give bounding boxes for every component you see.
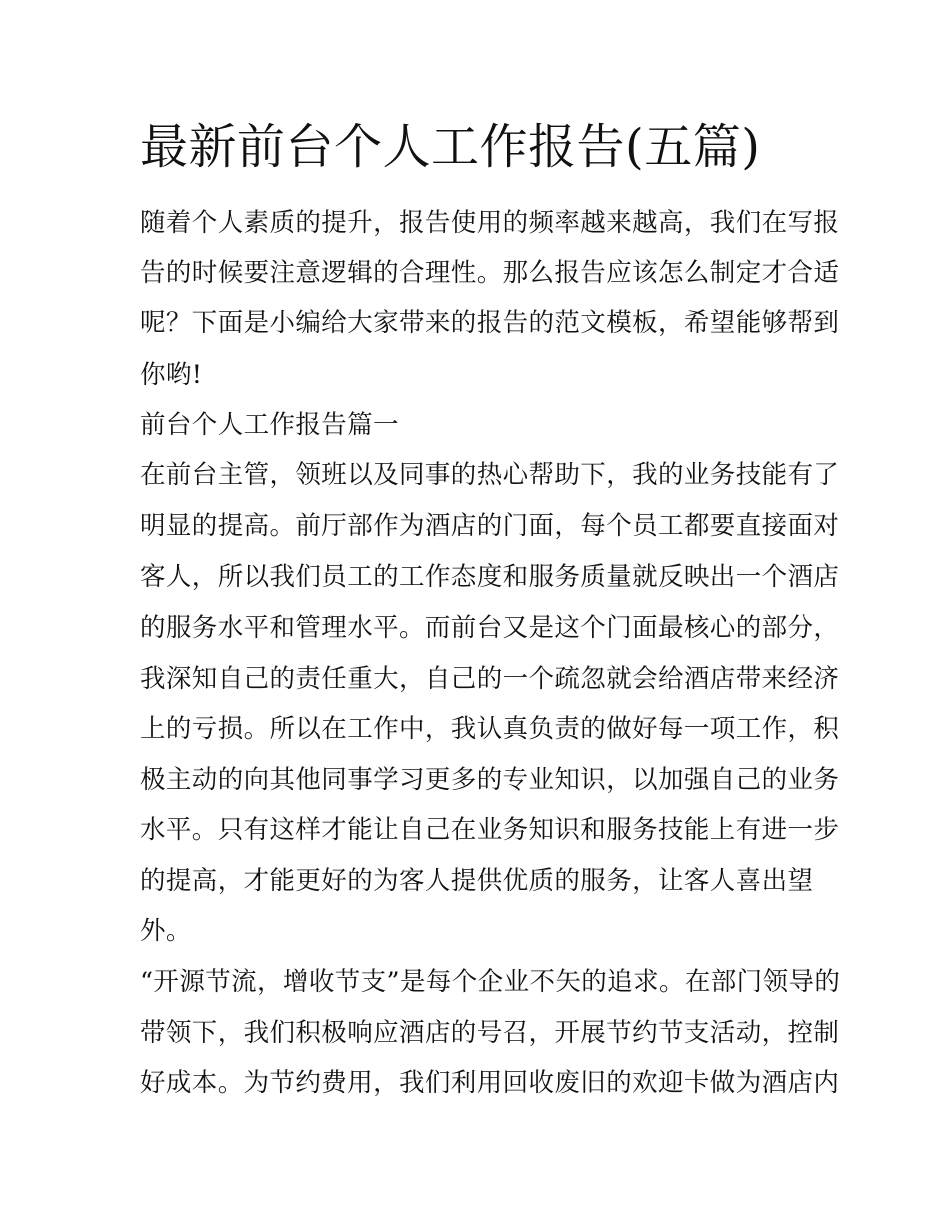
text-line: 外。 [140, 916, 192, 946]
text-line: 的服务水平和管理水平。而前台又是这个门面最核心的部分， [140, 613, 840, 643]
text-line: 客人，所以我们员工的工作态度和服务质量就反映出一个酒店 [140, 562, 840, 592]
document-title: 最新前台个人工作报告(五篇) [140, 119, 761, 175]
text-line: 在前台主管，领班以及同事的热心帮助下，我的业务技能有了 [140, 460, 840, 490]
text-line: 明显的提高。前厅部作为酒店的门面，每个员工都要直接面对 [140, 511, 840, 541]
text-line: 告的时候要注意逻辑的合理性。那么报告应该怎么制定才合适 [140, 258, 840, 288]
text-line: 的提高，才能更好的为客人提供优质的服务，让客人喜出望 [140, 866, 814, 896]
text-line: 上的亏损。所以在工作中，我认真负责的做好每一项工作，积 [140, 714, 840, 744]
text-line: 带领下，我们积极响应酒店的号召，开展节约节支活动，控制 [140, 1018, 840, 1048]
text-line: 水平。只有这样才能让自己在业务知识和服务技能上有进一步 [140, 815, 840, 845]
text-line: 你哟! [140, 360, 203, 390]
text-line: 好成本。为节约费用，我们利用回收废旧的欢迎卡做为酒店内 [140, 1068, 840, 1098]
text-line: 极主动的向其他同事学习更多的专业知识，以加强自己的业务 [140, 765, 840, 795]
text-line: “开源节流，增收节支”是每个企业不矢的追求。在部门领导的 [140, 967, 841, 997]
text-line: 我深知自己的责任重大，自己的一个疏忽就会给酒店带来经济 [140, 664, 840, 694]
section-heading: 前台个人工作报告篇一 [140, 410, 400, 440]
text-line: 呢？下面是小编给大家带来的报告的范文模板，希望能够帮到 [140, 308, 840, 338]
text-line: 随着个人素质的提升，报告使用的频率越来越高，我们在写报 [140, 208, 840, 238]
